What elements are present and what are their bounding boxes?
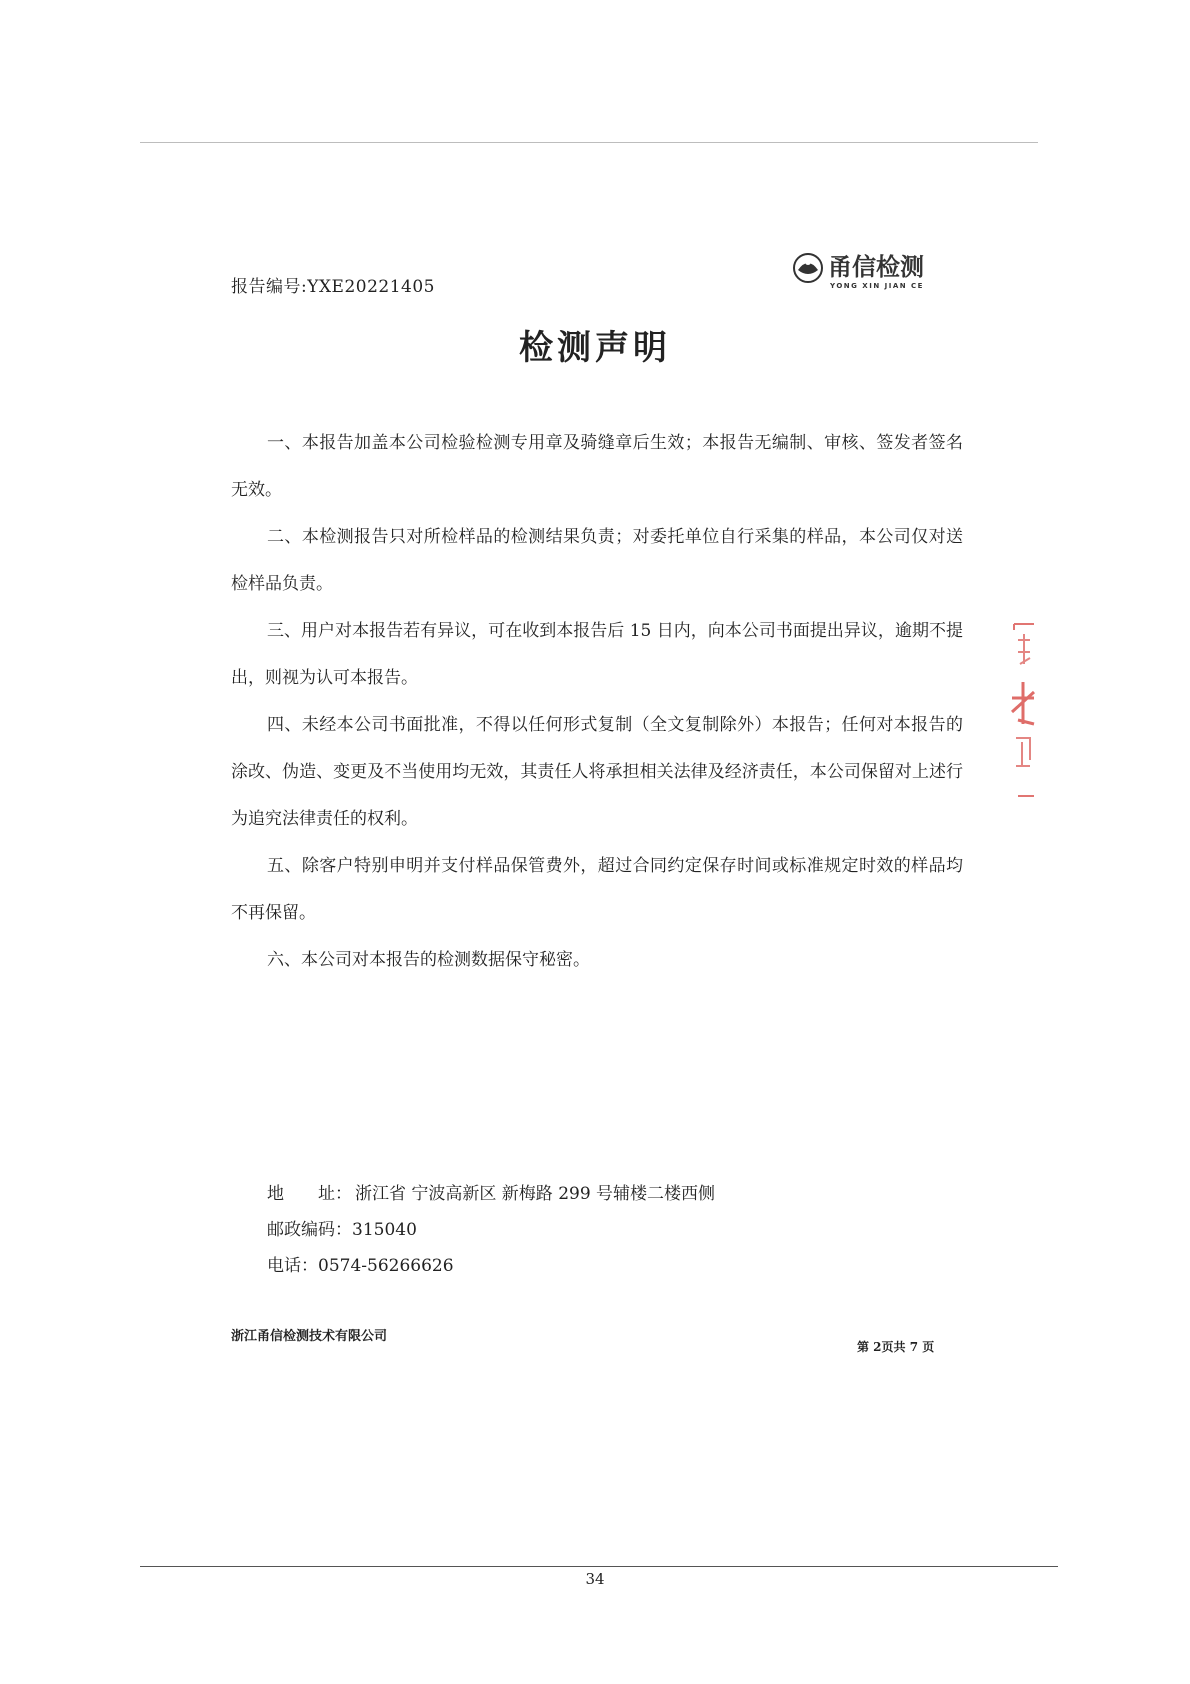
company-logo [790, 248, 950, 292]
address-line [267, 1176, 715, 1212]
address-value: 浙江省 宁波高新区 新梅路 299 号辅楼二楼西侧 [355, 1184, 716, 1204]
phone-value: 0574-56266626 [318, 1256, 454, 1276]
phone-line [267, 1248, 715, 1284]
clause-2: 二、本检测报告只对所检样品的检测结果负责；对委托单位自行采集的样品，本公司仅对送检样品负责。 [231, 527, 963, 594]
report-number: 报告编号:YXE20221405 [231, 277, 435, 297]
clause-6: 六、本公司对本报告的检测数据保守秘密。 [267, 950, 590, 970]
postcode-value: 315040 [352, 1220, 417, 1240]
phone-label: 电话： [267, 1256, 318, 1276]
logo-text: 甬信检测 [828, 253, 924, 281]
footer-company: 浙江甬信检测技术有限公司 [231, 1329, 388, 1344]
seal-stamp-icon [1008, 620, 1036, 804]
footer-page-indicator: 第 2页共 7 页 [857, 1340, 935, 1354]
top-divider [140, 142, 1038, 143]
clause-1: 一、本报告加盖本公司检验检测专用章及骑缝章后生效；本报告无编制、审核、签发者签名无效。 [231, 433, 963, 500]
clause-4: 四、未经本公司书面批准，不得以任何形式复制（全文复制除外）本报告；任何对本报告的涂改、伪造、变更及不当使用均无效，其责任人将承担相关法律及经济责任，本公司保留对上述行为追究法律责任的权利。 [231, 715, 963, 829]
clause-3: 三、用户对本报告若有异议，可在收到本报告后 15 日内，向本公司书面提出异议，逾期不提出，则视为认可本报告。 [231, 621, 963, 688]
logo-icon [790, 248, 950, 292]
clause-5: 五、除客户特别申明并支付样品保管费外，超过合同约定保存时间或标准规定时效的样品均不再保留。 [231, 856, 963, 923]
page-title: 检测声明 [519, 328, 671, 368]
postcode-line [267, 1212, 715, 1248]
page-number: 34 [585, 1570, 605, 1588]
address-label: 地 址： [267, 1184, 352, 1204]
postcode-label: 邮政编码： [267, 1220, 352, 1240]
bottom-divider [140, 1566, 1058, 1567]
contact-block [267, 1176, 715, 1284]
logo-subtitle: YONG XIN JIAN CE [830, 282, 924, 290]
statement-clauses [231, 420, 963, 984]
